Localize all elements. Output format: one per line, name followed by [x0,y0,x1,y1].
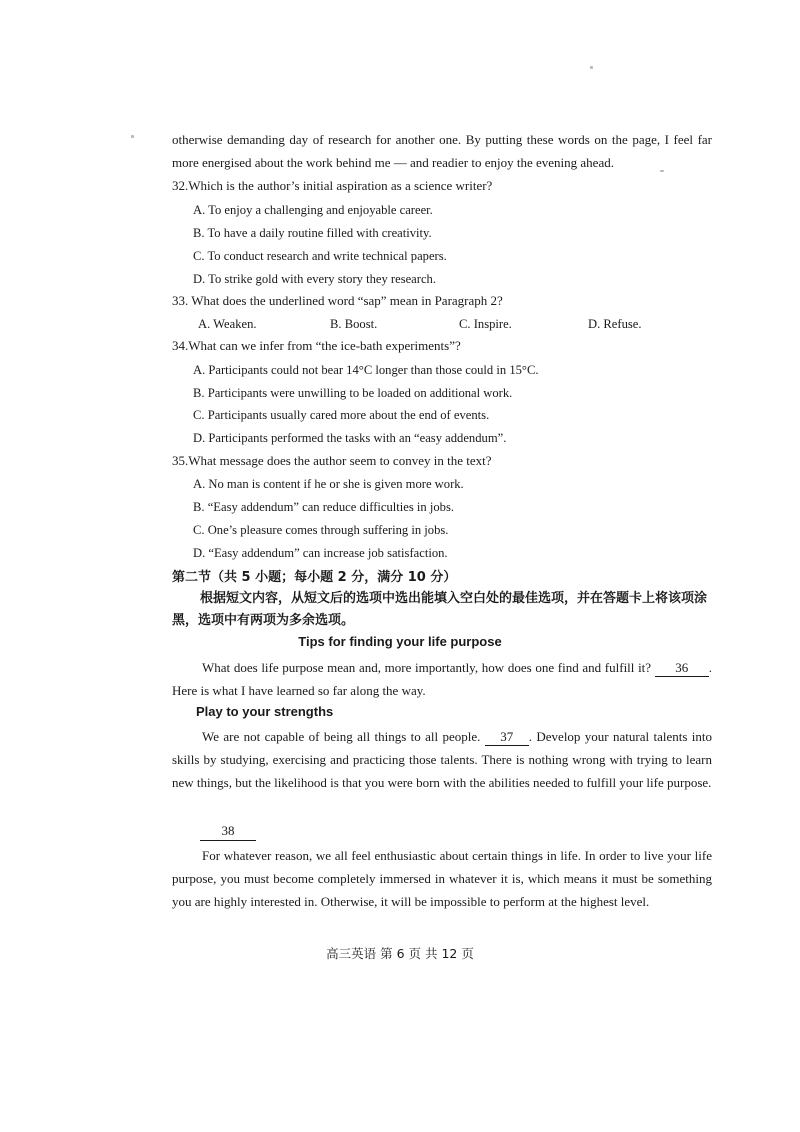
question-32-option-b: B. To have a daily routine filled with creativity. [193,226,432,240]
section-instruction: 根据短文内容，从短文后的选项中选出能填入空白处的最佳选项，并在答题卡上将该项涂黑，选项中有两项为多余选项。 [172,591,708,628]
question-33-option-d: D. Refuse. [588,317,642,331]
question-33-option-a: A. Weaken. [198,317,257,331]
paragraph-2-text-after: . Develop your natural talents into skills by studying, exercising and practicing those talents. There is nothing wrong with trying to learn new things, but the likelihood is that you were born with the abilities needed to fulfill your life purpose. [172,729,712,790]
question-33-stem: 33. What does the underlined word “sap” mean in Paragraph 2? [172,293,503,308]
paragraph-2-text-before: We are not capable of being all things to all people. [202,729,485,744]
question-32-stem: 32.Which is the author’s initial aspiration as a science writer? [172,178,493,193]
paragraph-1-text-before: What does life purpose mean and, more importantly, how does one find and fulfill it? [202,660,655,675]
intro-paragraph: otherwise demanding day of research for another one. By putting these words on the page, I feel far more energised about the work behind me — and readier to enjoy the evening ahead. [172,132,712,170]
question-35-option-b: B. “Easy addendum” can reduce difficulties in jobs. [193,500,455,514]
question-33-option-c: C. Inspire. [459,317,512,331]
blank-38: 38 [200,822,256,841]
question-32-option-a: A. To enjoy a challenging and enjoyable career. [193,203,433,217]
question-35-option-a: A. No man is content if he or she is given more work. [193,477,464,491]
question-32-option-c: C. To conduct research and write technical papers. [193,249,447,263]
question-34-stem: 34.What can we infer from “the ice-bath experiments”? [172,338,461,353]
question-34-option-d: D. Participants performed the tasks with an “easy addendum”. [193,431,507,445]
paragraph-1-text-after: . Here is what I have learned so far along the way. [172,660,712,698]
question-35-option-c: C. One’s pleasure comes through suffering in jobs. [193,523,449,537]
question-34-option-a: A. Participants could not bear 14°C longer than those could in 15°C. [193,363,539,377]
passage-title: Tips for finding your life purpose [298,634,502,649]
passage-paragraph-3: For whatever reason, we all feel enthusiastic about certain things in life. In order to live your life purpose, you must become completely immersed in whatever it is, which means it must be something you are highly interested in. Otherwise, it will be impossible to perform at the highest level. [172,848,712,909]
scan-speck [590,66,593,69]
blank-37: 37 [485,729,529,746]
page-footer: 高三英语 第 6 页 共 12 页 [326,946,474,961]
question-35-stem: 35.What message does the author seem to convey in the text? [172,453,492,468]
question-33-option-b: B. Boost. [330,317,378,331]
question-32-option-d: D. To strike gold with every story they research. [193,272,437,286]
passage-paragraph-1 [172,656,712,702]
question-34-option-b: B. Participants were unwilling to be loaded on additional work. [193,386,513,400]
blank-36: 36 [655,660,709,677]
passage-paragraph-2 [172,725,712,794]
question-35-option-d: D. “Easy addendum” can increase job satisfaction. [193,546,448,560]
passage-heading-strengths: Play to your strengths [196,704,334,719]
scan-speck [131,135,134,138]
section-header: 第二节（共 5 小题；每小题 2 分，满分 10 分） [172,570,457,585]
question-34-option-c: C. Participants usually cared more about the end of events. [193,408,490,422]
